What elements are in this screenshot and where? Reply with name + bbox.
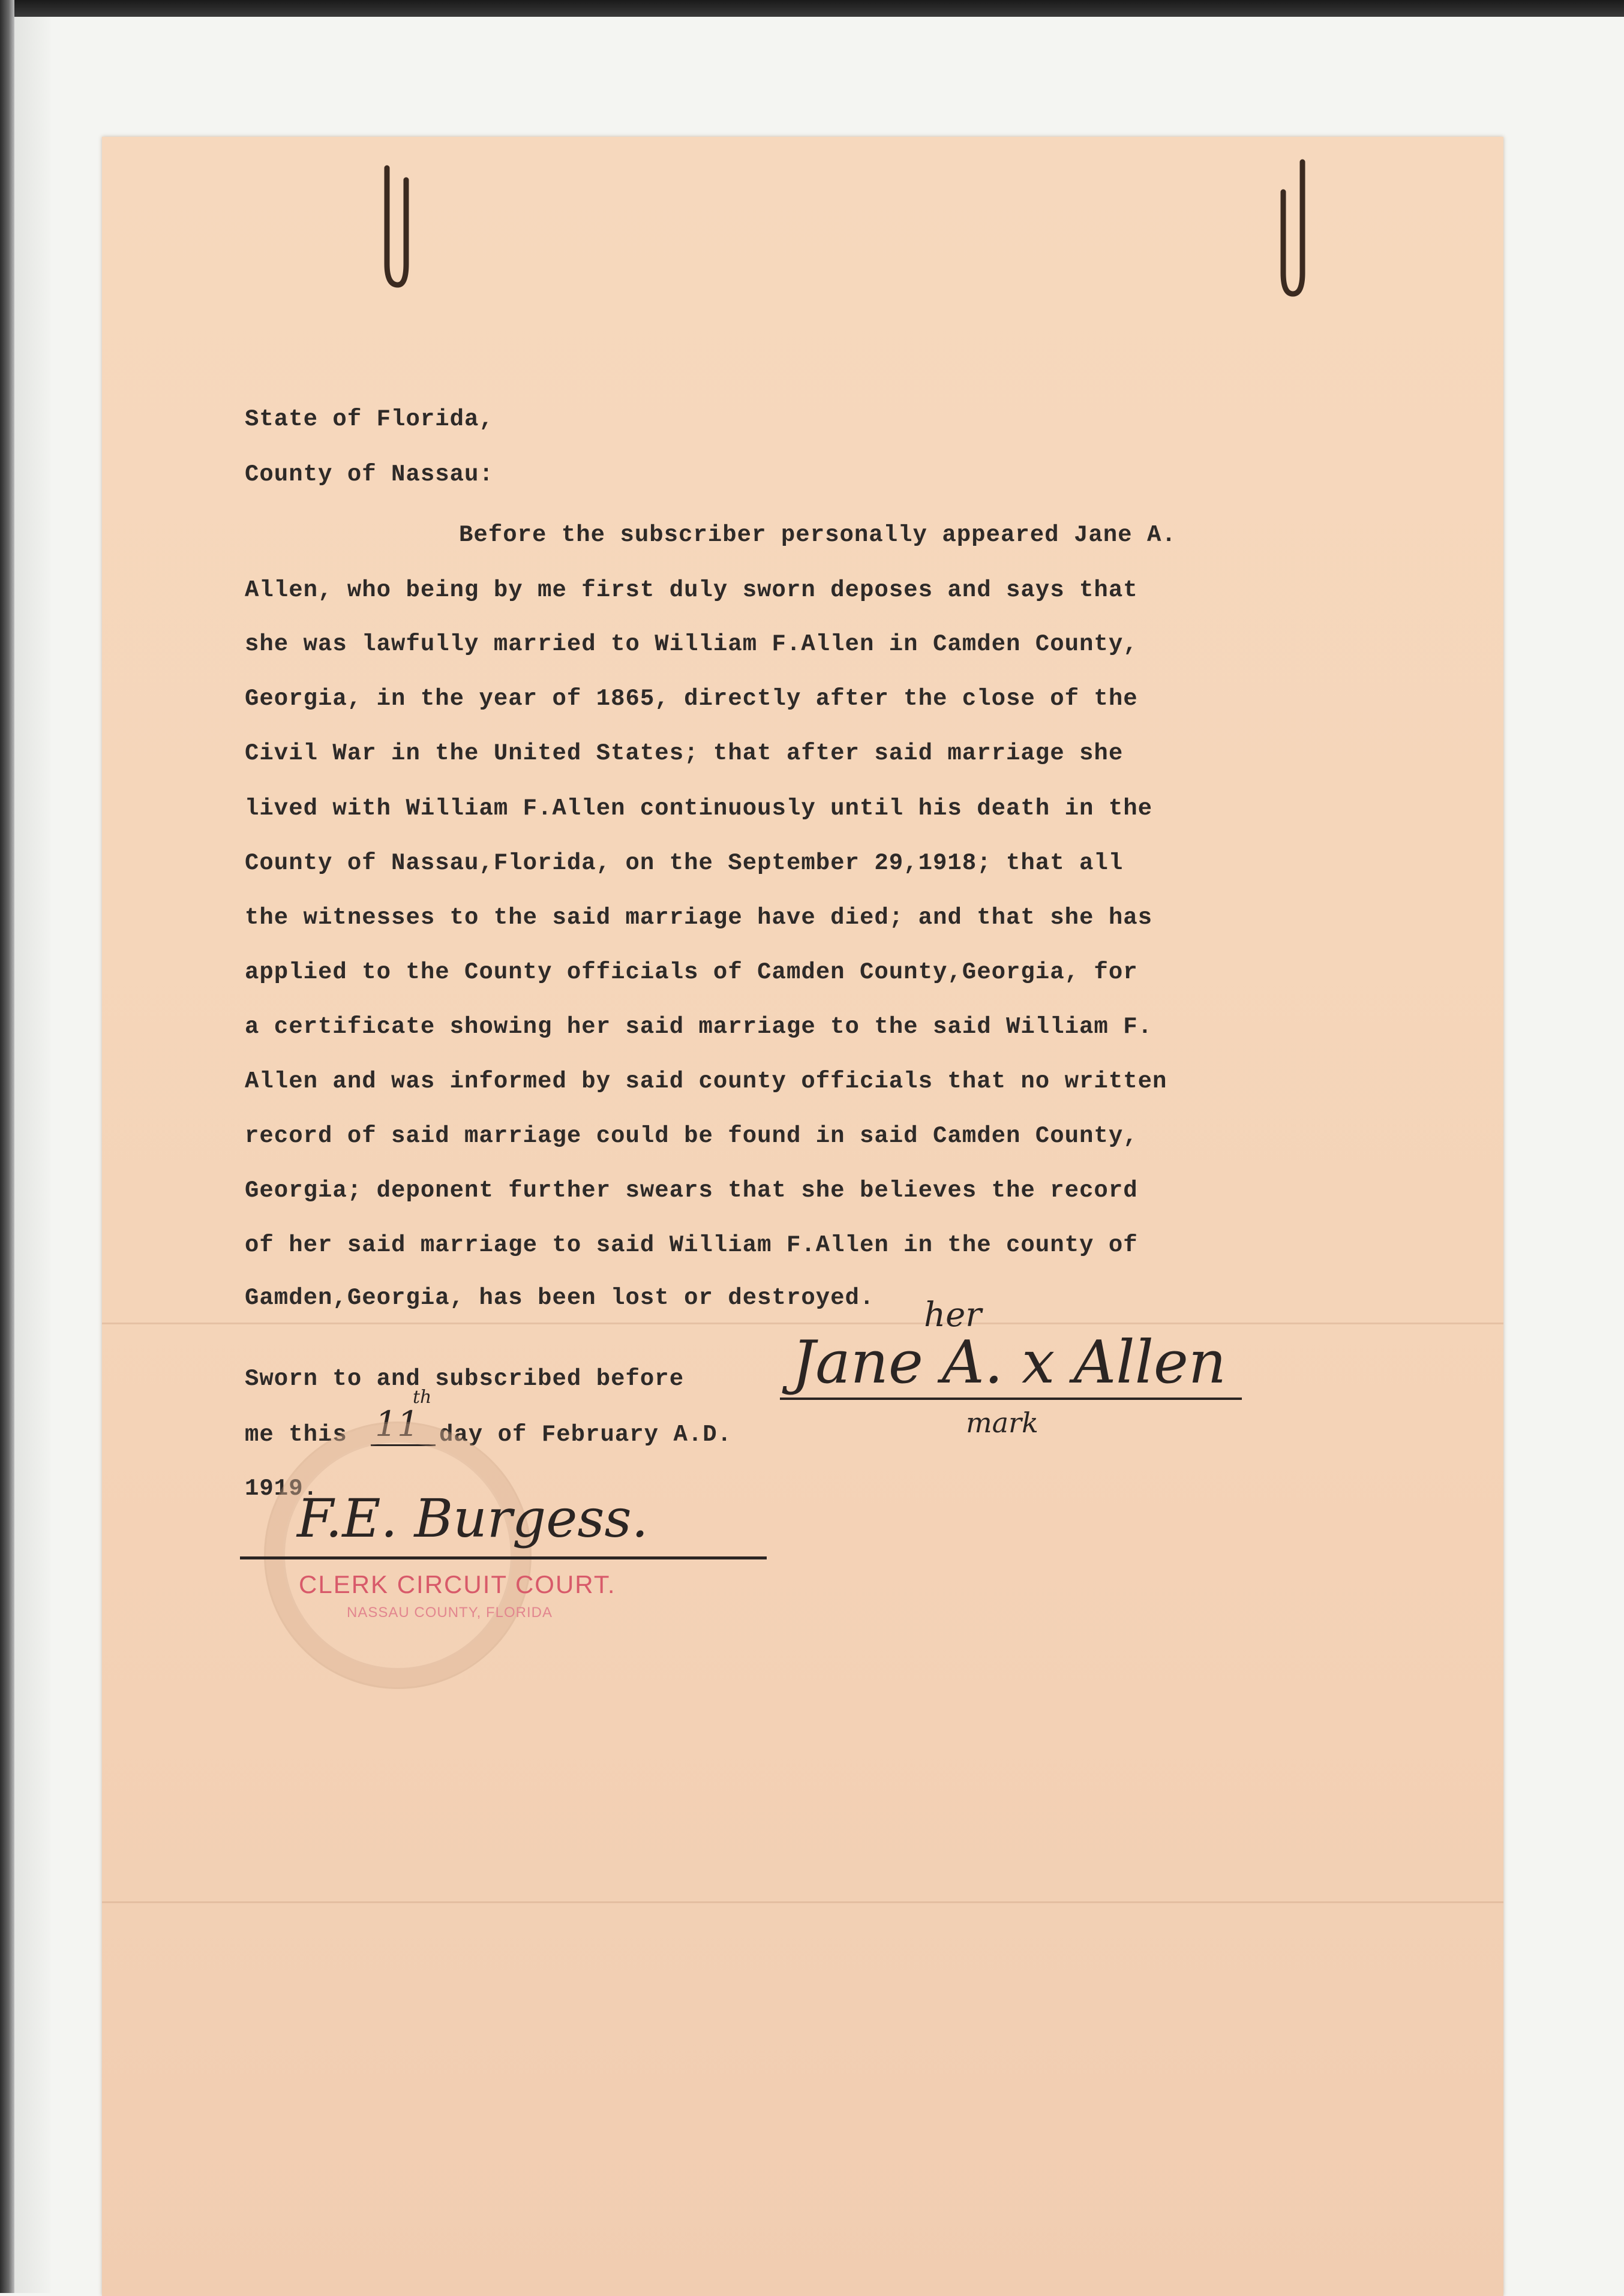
- staple-left-icon: [375, 144, 411, 294]
- jurat-day-handwritten: 11: [375, 1404, 419, 1444]
- jurat-year: 1919.: [245, 1475, 319, 1502]
- body-line: a certificate showing her said marriage to the said William F.: [245, 1014, 1153, 1040]
- body-line: Civil War in the United States; that after said marriage she: [245, 740, 1124, 767]
- heading-county: County of Nassau:: [245, 461, 494, 488]
- heading-state: State of Florida,: [245, 406, 494, 432]
- body-line: record of said marriage could be found in said Camden County,: [245, 1123, 1138, 1149]
- body-line: of her said marriage to said William F.Allen in the county of: [245, 1232, 1138, 1258]
- jurat-date: day of February A.D.: [439, 1422, 733, 1448]
- signature-deponent: Jane A. x Allen: [792, 1329, 1227, 1397]
- signature-line: [780, 1398, 1242, 1400]
- fold-line: [102, 1323, 1503, 1324]
- staple-right-icon: [1275, 150, 1311, 300]
- body-line: she was lawfully married to William F.Allen in Camden County,: [245, 631, 1138, 657]
- embossed-seal: [264, 1422, 532, 1689]
- body-line: Allen, who being by me first duly sworn deposes and says that: [245, 577, 1138, 603]
- body-line: Georgia, in the year of 1865, directly after the close of the: [245, 686, 1138, 712]
- signature-mark: mark: [966, 1407, 1038, 1439]
- jurat-me-this: me this: [245, 1422, 347, 1448]
- document-page: [102, 137, 1503, 2296]
- fold-line: [102, 1901, 1503, 1903]
- body-line: lived with William F.Allen continuously until his death in the: [245, 795, 1153, 822]
- scanner-left-edge: [0, 0, 14, 2293]
- body-line: Gamden,Georgia, has been lost or destroyed.: [245, 1285, 875, 1311]
- body-line: Before the subscriber personally appeared Jane A.: [459, 522, 1176, 548]
- signature-her: her: [924, 1296, 981, 1335]
- clerk-stamp-subtitle: NASSAU COUNTY, FLORIDA: [347, 1604, 553, 1621]
- body-line: County of Nassau,Florida, on the September 29,1918; that all: [245, 850, 1124, 876]
- body-line: Georgia; deponent further swears that she believes the record: [245, 1177, 1138, 1204]
- scanner-top-edge: [0, 0, 1624, 17]
- body-line: the witnesses to the said marriage have died; and that she has: [245, 904, 1153, 931]
- signature-clerk: F.E. Burgess.: [297, 1487, 649, 1549]
- jurat-line: Sworn to and subscribed before: [245, 1366, 685, 1392]
- body-line: applied to the County officials of Camden County,Georgia, for: [245, 959, 1138, 985]
- clerk-signature-line: [240, 1556, 767, 1559]
- clerk-stamp-title: CLERK CIRCUIT COURT.: [299, 1570, 616, 1598]
- jurat-day-suffix: th: [413, 1387, 432, 1408]
- body-line: Allen and was informed by said county officials that no written: [245, 1068, 1167, 1095]
- scanner-bed: [14, 17, 50, 2293]
